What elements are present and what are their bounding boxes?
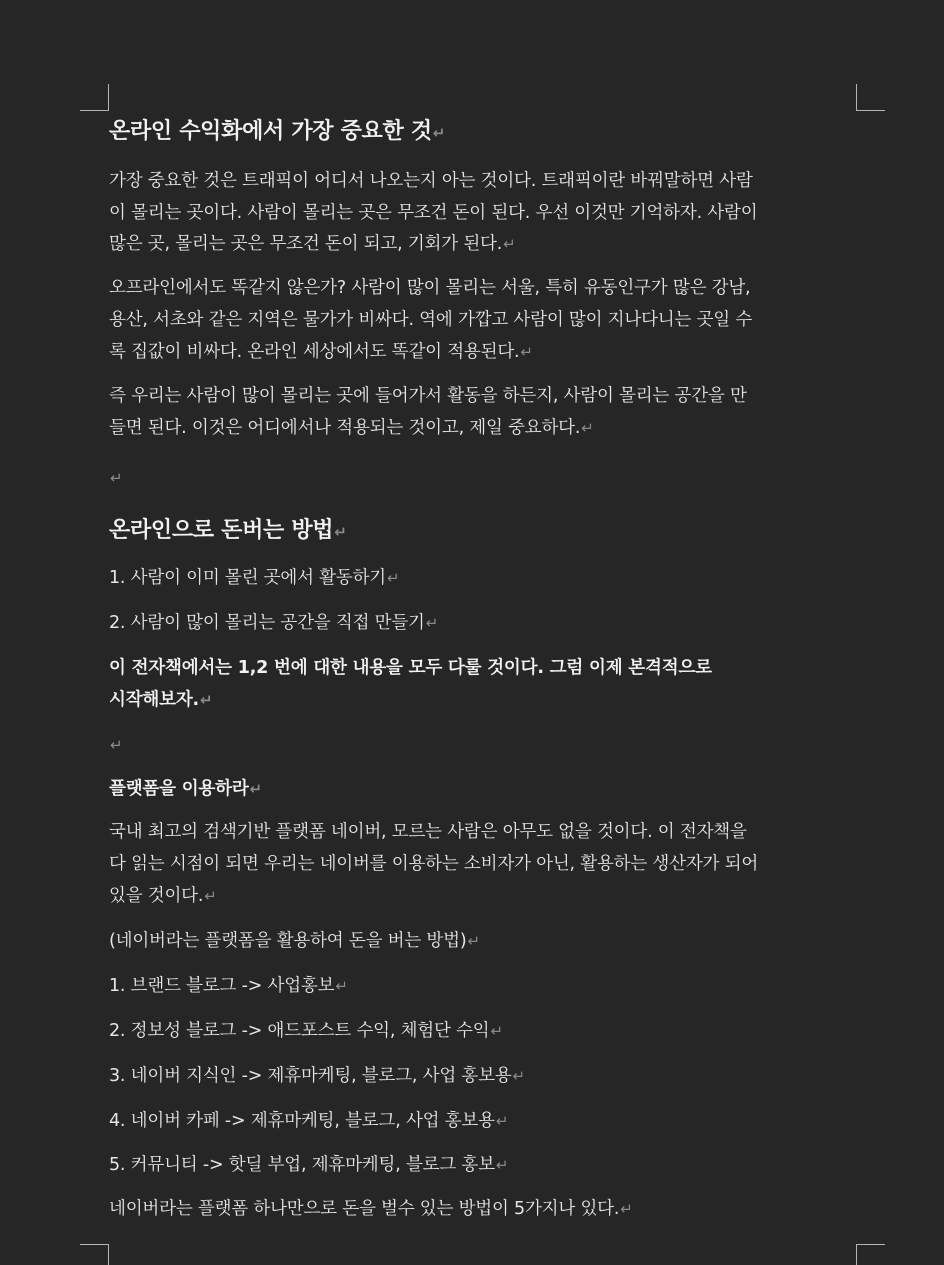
paragraph-mark-icon: ↵ (520, 343, 533, 361)
paragraph-mark-icon: ↵ (425, 614, 439, 632)
paragraph-line: 오프라인에서도 똑같지 않은가? 사람이 많이 몰리는 서울, 특히 유동인구가 많은 강남, (109, 278, 751, 298)
paragraph-mark-icon: ↵ (199, 691, 213, 709)
paragraph-mark-icon: ↵ (495, 1112, 509, 1130)
paragraph-line: 록 집값이 비싸다. 온라인 세상에서도 똑같이 적용된다.↵ (109, 342, 533, 362)
heading-use-platform: 플랫폼을 이용하라↵ (109, 779, 262, 799)
paragraph-mark-icon: ↵ (249, 780, 262, 798)
paragraph-mark-icon: ↵ (110, 736, 123, 754)
paragraph-mark-icon: ↵ (581, 419, 594, 437)
paragraph-mark-icon: ↵ (334, 523, 347, 541)
paragraph-mark-icon: ↵ (503, 235, 516, 253)
list-item: 1. 사람이 이미 몰린 곳에서 활동하기↵ (109, 568, 400, 588)
paragraph-line: 다 읽는 시점이 되면 우리는 네이버를 이용하는 소비자가 아닌, 활용하는 생산자가 되어 (109, 854, 759, 874)
paragraph-line: 이 몰리는 곳이다. 사람이 몰리는 곳은 무조건 돈이 된다. 우선 이것만 기억하자. 사람이 (109, 203, 758, 223)
closing-paragraph: 네이버라는 플랫폼 하나만으로 돈을 벌수 있는 방법이 5가지나 있다.↵ (109, 1199, 633, 1219)
paragraph-mark-icon: ↵ (467, 932, 480, 950)
bold-paragraph-line: 이 전자책에서는 1,2 번에 대한 내용을 모두 다룰 것이다. 그럼 이제 본격적으로 (109, 658, 712, 678)
heading-online-monetization: 온라인 수익화에서 가장 중요한 것↵ (109, 119, 446, 144)
list-item: 3. 네이버 지식인 -> 제휴마케팅, 블로그, 사업 홍보용↵ (109, 1066, 525, 1086)
list-item: 4. 네이버 카페 -> 제휴마케팅, 블로그, 사업 홍보용↵ (109, 1111, 509, 1131)
bold-paragraph-line: 시작해보자.↵ (109, 690, 213, 710)
crop-mark-top-left (80, 84, 109, 111)
paragraph-line: 있을 것이다.↵ (109, 886, 217, 906)
paragraph-mark-icon: ↵ (490, 1022, 503, 1040)
paragraph-mark-icon: ↵ (386, 569, 400, 587)
paragraph-mark-icon: ↵ (335, 977, 348, 995)
paragraph-line: 국내 최고의 검색기반 플랫폼 네이버, 모르는 사람은 아무도 없을 것이다. 이 전자책을 (109, 822, 747, 842)
paragraph-mark-icon: ↵ (432, 124, 446, 142)
paragraph-mark-icon: ↵ (512, 1067, 525, 1085)
empty-paragraph (109, 463, 122, 495)
paragraph-line: 가장 중요한 것은 트래픽이 어디서 나오는지 아는 것이다. 트래픽이란 바꿔말하면 사람 (109, 171, 753, 191)
paragraph-line: 즉 우리는 사람이 많이 몰리는 곳에 들어가서 활동을 하든지, 사람이 몰리는 공간을 만 (109, 386, 747, 406)
paragraph-mark-icon: ↵ (620, 1200, 633, 1218)
paragraph-mark-icon: ↵ (204, 887, 217, 905)
paragraph-line: 들면 된다. 이것은 어디에서나 적용되는 것이고, 제일 중요하다.↵ (109, 418, 594, 438)
paragraph-line: 용산, 서초와 같은 지역은 물가가 비싸다. 역에 가깝고 사람이 많이 지나다니는 곳일 수 (109, 310, 753, 330)
empty-paragraph (109, 730, 122, 762)
subtitle-naver-methods: (네이버라는 플랫폼을 활용하여 돈을 버는 방법)↵ (109, 931, 480, 951)
list-item: 2. 사람이 많이 몰리는 공간을 직접 만들기↵ (109, 613, 439, 633)
paragraph-mark-icon: ↵ (110, 469, 123, 487)
paragraph-mark-icon: ↵ (495, 1156, 509, 1174)
list-item: 2. 정보성 블로그 -> 애드포스트 수익, 체험단 수익↵ (109, 1021, 503, 1041)
list-item: 1. 브랜드 블로그 -> 사업홍보↵ (109, 976, 348, 996)
paragraph-line: 많은 곳, 몰리는 곳은 무조건 돈이 되고, 기회가 된다.↵ (109, 234, 516, 254)
heading-online-money-methods: 온라인으로 돈버는 방법↵ (109, 518, 347, 543)
list-item: 5. 커뮤니티 -> 핫딜 부업, 제휴마케팅, 블로그 홍보↵ (109, 1155, 509, 1175)
crop-mark-top-right (856, 84, 885, 111)
